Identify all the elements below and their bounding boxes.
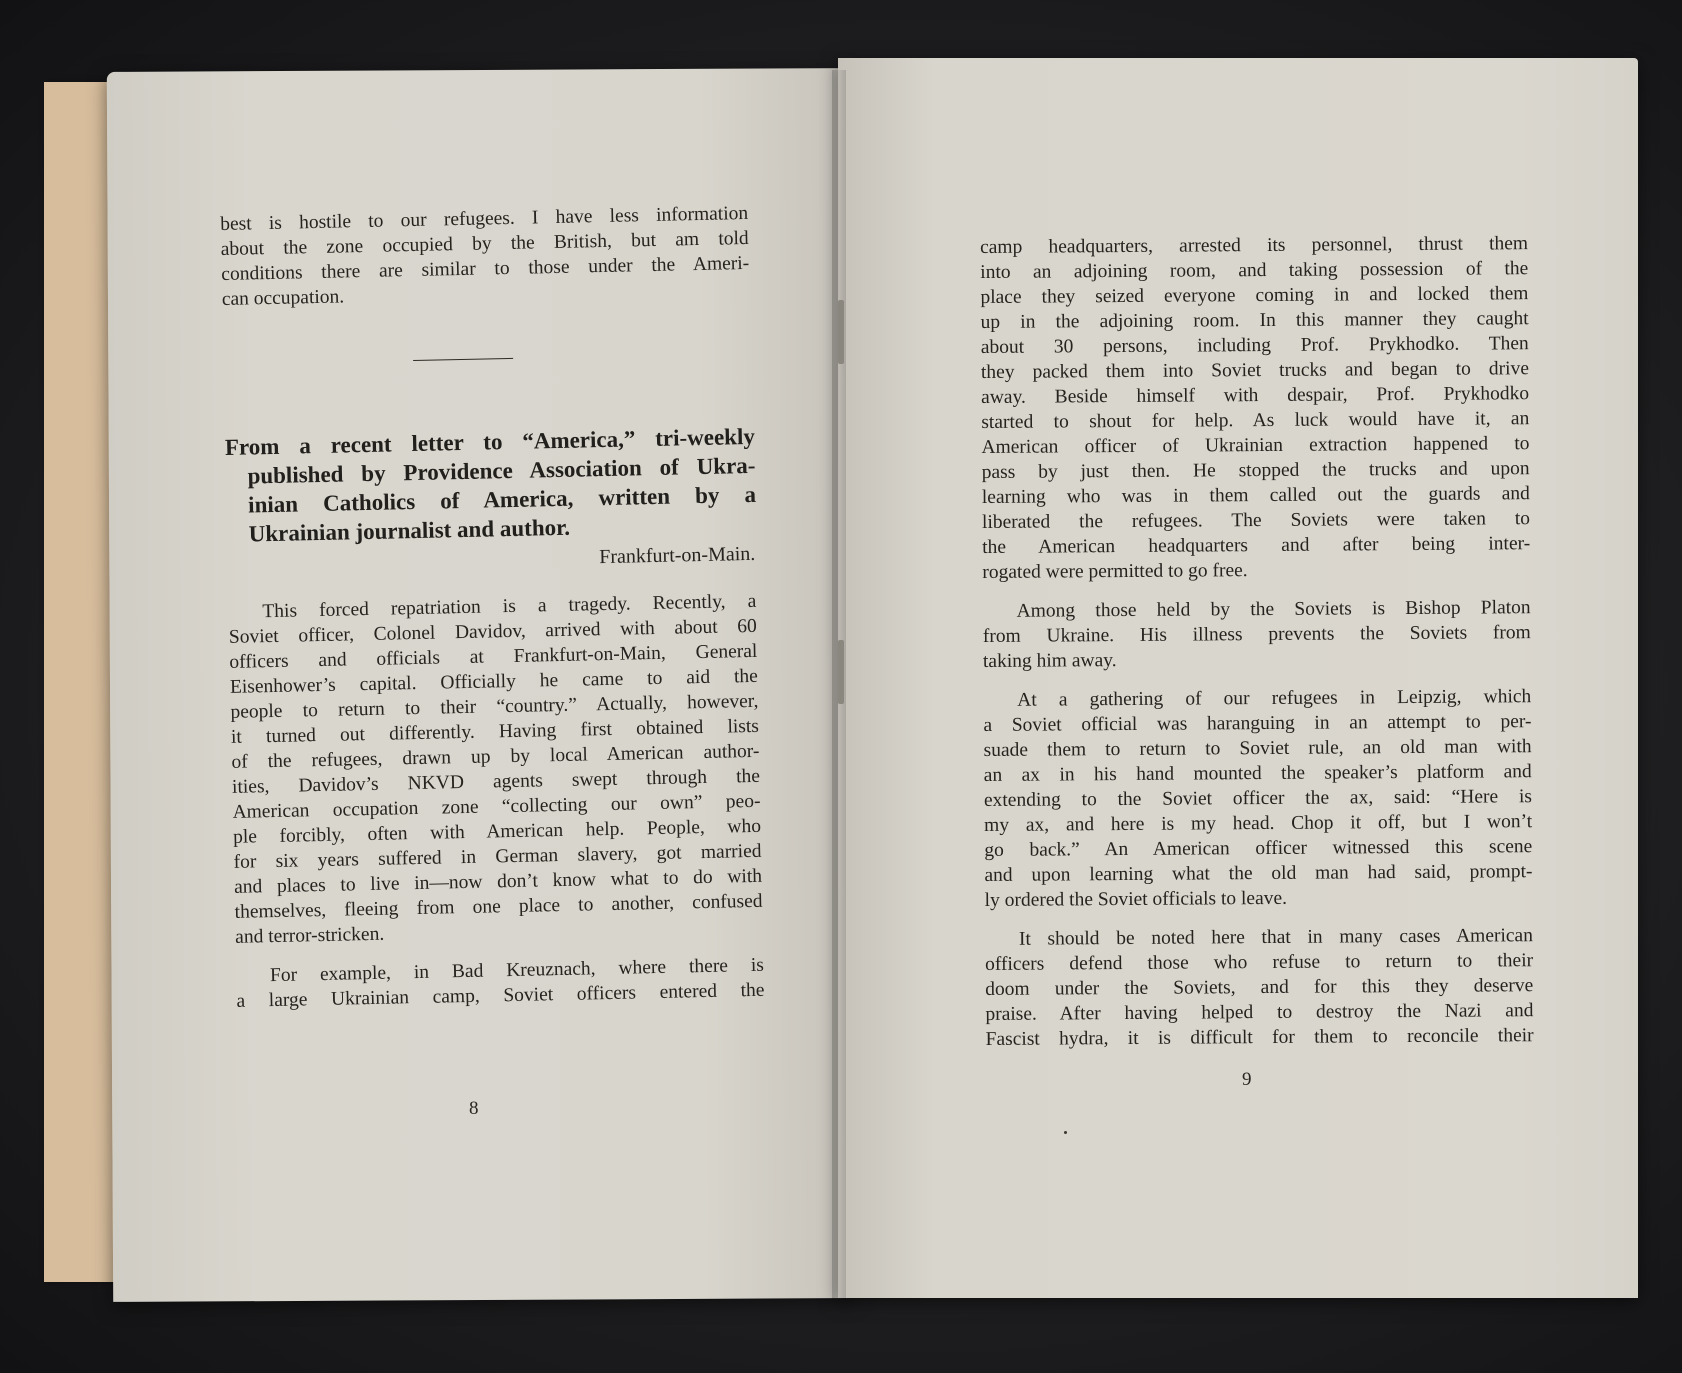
page-number: 9 [1242, 1069, 1252, 1090]
section-heading [225, 422, 755, 549]
text-line: pass by just then. He stopped the trucks and upon [981, 458, 1530, 483]
text-line: place they seized everyone coming in and locked them [980, 283, 1529, 308]
text-line: a large Ukrainian camp, Soviet officers entered the [236, 979, 765, 1012]
text-line: themselves, fleeing from one place to another, confused [234, 890, 763, 923]
text-line: officers defend those who refuse to return to their [985, 950, 1534, 975]
heading-line: From a recent letter to “America,” tri-weekly [224, 423, 756, 460]
text-line: go back.” An American officer witnessed this scene [984, 836, 1533, 861]
text-line: about 30 persons, including Prof. Prykhodko. Then [980, 333, 1529, 358]
text-line: learning who was in them called out the guards and [981, 483, 1530, 508]
text-line: it turned out differently. Having first obtained lists [230, 715, 760, 748]
heading-line: Ukrainian journalist and author. [248, 514, 571, 547]
text-line: ly ordered the Soviet officials to leave. [984, 887, 1288, 911]
text-line: extending to the Soviet officer the ax, said: “Here is [983, 786, 1533, 811]
intro-paragraph [220, 201, 750, 312]
dateline: Frankfurt-on-Main. [599, 542, 756, 569]
text-line: ple forcibly, often with American help. People, who [232, 815, 762, 848]
text-line: started to shout for help. As luck would have it, an [981, 408, 1530, 433]
text-line: suade them to return to Soviet rule, an old man with [983, 736, 1532, 761]
text-line: my ax, and here is my head. Chop it off, but I won’t [984, 811, 1533, 836]
text-line: best is hostile to our refugees. I have less information [220, 202, 749, 235]
text-line: It should be noted here that in many cases American [1018, 925, 1533, 950]
section-divider [413, 358, 513, 361]
text-line: taking him away. [982, 650, 1117, 672]
text-line: rogated were permitted to go free. [982, 560, 1248, 583]
text-line: can occupation. [221, 286, 345, 310]
paragraph [980, 231, 1530, 585]
left-page-text [220, 201, 765, 1014]
staple [838, 300, 844, 364]
text-line: officers and officials at Frankfurt-on-Main, General [229, 640, 758, 673]
text-line: doom under the Soviets, and for this they deserve [985, 975, 1534, 1000]
text-line: about the zone occupied by the British, but am told [220, 227, 749, 260]
text-line: up in the adjoining room. In this manner they caught [980, 308, 1529, 333]
text-line: they packed them into Soviet trucks and began to drive [980, 358, 1530, 383]
text-line: and places to live in—now don’t know what to do with [233, 865, 763, 898]
text-line: and upon learning what the old man had said, prompt- [984, 861, 1533, 886]
heading-line: published by Providence Association of Ukra- [247, 452, 756, 489]
staple [838, 640, 844, 704]
text-line: people to return to their “country.” Actually, however, [230, 690, 759, 723]
paragraph [228, 589, 763, 950]
text-line: into an adjoining room, and taking possession of the [980, 258, 1529, 283]
text-line: This forced repatriation is a tragedy. Recently, a [262, 590, 757, 623]
text-line: praise. After having helped to destroy the Nazi and [985, 1000, 1534, 1025]
text-line: Eisenhower’s capital. Officially he came to aid the [229, 665, 759, 698]
text-line: away. Beside himself with despair, Prof. Prykhodko [981, 383, 1530, 408]
text-line: conditions there are similar to those under the Ameri- [221, 252, 750, 285]
text-line: Soviet officer, Colonel Davidov, arrived with about 60 [228, 615, 758, 648]
text-line: of the refugees, drawn up by local American author- [231, 740, 760, 773]
text-line: camp headquarters, arrested its personnel, thrust them [980, 233, 1529, 258]
text-line: a Soviet official was haranguing in an attempt to per- [983, 711, 1532, 736]
right-page-text [980, 231, 1534, 1052]
page-number: 8 [469, 1098, 479, 1119]
text-line: For example, in Bad Kreuznach, where there is [269, 954, 765, 987]
text-line: the American headquarters and after being inter- [982, 533, 1531, 558]
text-line: ities, Davidov’s NKVD agents swept through the [231, 765, 761, 798]
text-line: At a gathering of our refugees in Leipzig, which [1017, 686, 1532, 711]
text-line: American occupation zone “collecting our own” peo- [232, 790, 761, 823]
paragraph [983, 684, 1533, 913]
heading-line: inian Catholics of America, written by a [247, 481, 757, 518]
text-line: an ax in his hand mounted the speaker’s platform and [983, 761, 1532, 786]
text-line: from Ukraine. His illness prevents the Soviets from [982, 622, 1531, 647]
text-line: Among those held by the Soviets is Bishop Platon [1016, 597, 1531, 622]
text-line: Fascist hydra, it is difficult for them to reconcile their [985, 1025, 1534, 1050]
paragraph [985, 923, 1534, 1052]
text-line: for six years suffered in German slavery, got married [233, 840, 762, 873]
paragraph [983, 595, 1532, 674]
text-line: liberated the refugees. The Soviets were taken to [981, 508, 1531, 533]
text-line: American officer of Ukrainian extraction happened to [981, 433, 1530, 458]
ink-fleck [1064, 1131, 1067, 1134]
text-line: and terror-stricken. [234, 923, 385, 948]
